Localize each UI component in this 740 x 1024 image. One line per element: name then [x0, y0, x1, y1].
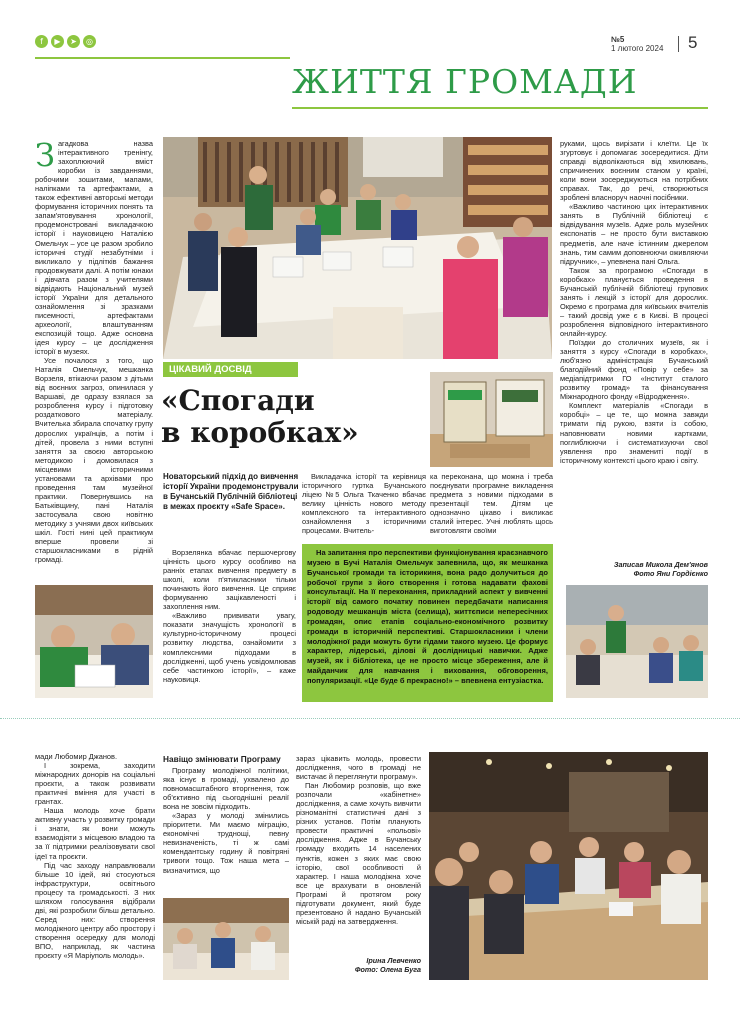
article2-paragraph: мади Любомир Джанов.	[35, 752, 118, 761]
header-rule-left	[35, 57, 290, 59]
highlight-text: На запитання про перспективи функціонування краєзнавчого музею в Бучі Наталія Омельчук запевнила, що, як мешканка Бучанської громади та історикиня, вона радо долучиться до робочої групи з його створення і готова надавати фахові консультації. На її переконання, прикладний аспект у вивченні історії від самого початку повинен передбачати написання родоводу мешканців міста (селища), життєписи непересічних громадян, опис етапів соціально-економічного розвитку громади в історичній перспективі. Старшокласники і члени молодіжної ради можуть бути гідами такого музею. Це формує характер, лідерські, ділові й дослідницькі навички. Адже музей, як і бібліотека, це не просто місце збереження, але й майданчик для навчання і виховання, обговорення, популяризації. «Це буде б прекрасно!» – впевнена ентузіастка.	[307, 548, 548, 685]
article1-paragraph: Також за програмою «Спогади в коробках» планується проведення в Бучанській публічній бібліотеці групових занять і лекцій з історії для дорослих. Окремо є програма для київських вчителів – такий досвід уже є в Києві. В процесі розроблення відповідного інтерактивного онлайн-курсу.	[560, 265, 708, 338]
article1-paragraph: «Важливо частиною цих інтерактивних занять в Публічній бібліотеці є відвідування музеїв. Адже роль музейних експонатів – не просто бути виставкою предметів, але наче істинним джерелом знань, тим самим доповнюючи оживляючи підручник», – упевнена пані Ольга.	[560, 202, 708, 266]
article2-paragraph: Під час заходу направлювали більше 10 ідей, які стосуються інфраструктури, освітнього процесу та громадськості. З них шляхом голосування відібрали дві, які розробили більш детально. Серед них: створення молодіжного центру або простору і створення осередку для молоді ВПО, наприклад, як частина проєкту «Я Маріуполь молодь».	[35, 860, 155, 961]
section-title: ЖИТТЯ ГРОМАДИ	[292, 62, 638, 101]
rubric-label: ЦІКАВИЙ ДОСВІД	[163, 362, 298, 377]
article1-paragraph: руками, щось вирізати і клеїти. Це їх згуртовує і допомагає зосередитися. Діти справді відволікаються від хвилювань, спричинених воєнним станом у країні, коли вони зосереджуються на потрібних справах. Так, до речі, створюються зроблені власноруч наочні посібники.	[560, 139, 708, 203]
article2-column-1	[35, 752, 155, 980]
youtube-icon[interactable]: ▶	[51, 35, 64, 48]
facebook-icon[interactable]: f	[35, 35, 48, 48]
header-rule-bottom	[292, 107, 708, 109]
headline-line-2: в коробках»	[161, 416, 359, 449]
article2-column-3	[296, 754, 421, 954]
lecture-photo	[566, 585, 708, 698]
issue-info	[611, 35, 663, 53]
header-divider	[678, 36, 679, 52]
headline-line-1: «Спогади	[161, 384, 315, 417]
article2-signature	[296, 956, 421, 974]
page-number: 5	[688, 33, 698, 52]
highlight-box	[302, 544, 553, 702]
issue-number: №5	[611, 35, 625, 44]
article1-headline	[161, 385, 359, 449]
article1-paragraph: Викладачка історії та керівниця історичного гуртка Бучанського ліцею №5 Ольга Ткаченко вбачає велику цінність нового методу комплексного та інтерактивного ознайомлення з історичними процесами. Вчитель-	[302, 472, 426, 536]
article1-paragraph: Поїздки до столичних музеїв, як і заняття з курсу «Спогади в коробках», люб'язно адміністрація Бучанський благодійний фонд «Повір у себе» за медіапідтримки ГО «Інститут сталого розвитку громад» та фінансування Міжнародного фонду «Відродження».	[560, 338, 708, 402]
article2-paragraph: І зокрема, заходити міжнародних донорів на соціальні проєкти, а також розвивати практичні вміння для участі в грантах.	[35, 761, 155, 807]
instagram-icon[interactable]: ◎	[83, 35, 96, 48]
article1-paragraph: Комплект матеріалів «Спогади в коробці» – це те, що можна завжди тримати під рукою, взяти із собою, наповнювати новими картками, поглиблюючи і систематизуючи свої уявлення про знамениті події в історичному контексті цього краю і світу.	[560, 401, 708, 465]
dropcap: З	[35, 139, 55, 174]
photo-credit: Фото: Олена Буга	[354, 965, 421, 974]
classroom-photo	[163, 137, 552, 359]
telegram-icon[interactable]: ➤	[67, 35, 80, 48]
article1-paragraph: Усе почалося з того, що Наталія Омельчук, мешканка Ворзеля, втікаючи разом з дітьми від воєнних загроз, опинилася у Варшаві, де одразу взялася за розроблення курсу і підготовку роздаткового матеріалу. Вчителька збирала спочатку групу дорослих українців, а потім і дітей, провела з ними вступні заняття за своєю авторською методикою і домовилася з місцевими історичними установами та архівами про проведення там музейної практики. Повернувшись на Батьківщину, пані Наталія застосувала свою новітню методику з учнями двох київських шкіл. Гості нині цей практикум вперше провели зі старшокласниками в рідній громаді.	[35, 356, 153, 565]
article1-signature	[560, 560, 708, 578]
article1-column-1	[35, 139, 153, 581]
photo-credit: Фото Яни Гордієнко	[633, 569, 708, 578]
article1-column-2	[163, 548, 296, 698]
memory-box-photo	[430, 372, 553, 467]
article1-paragraph: Ворзелянка вбачає першочергову цінність цього курсу особливо на ранніх етапах вивчення предмету в школі, коли п'ятикласники тільки починають його вивчення. Це сприяє формуванню зацікавленості і захоплення ним.	[163, 548, 296, 612]
article2-subhead: Навіщо змінювати Програму	[163, 754, 281, 764]
article1-paragraph: агадкова назва інтерактивного тренінгу, захоплюючий вміст коробки із завданнями, робочими зошитами, мапами, наліпками та артефактами, а також ефективні авторські методи формування історичних понять та запам'ятовування хронології, продемонстровані викладачкою історії і науковицею Наталією Омельчук – усе це разом зробило історичні студії незабутніми і викликало у підлітків бажання продовжувати далі. А потім юнаки і дівчата разом з учителями відвідають Національний музей історії України для детального ознайомлення зі зразками писемності, артефактами археології, влаштуванням експозицій тощо. Адже основна ідея курсу – це дослідження історії в музеях.	[35, 139, 153, 357]
author-credit: Ірина Левченко	[366, 956, 421, 965]
youth-meeting-photo	[163, 898, 289, 980]
article2-paragraph: Наша молодь хоче брати активну участь у розвитку громади і знати, як вони можуть взаємодіяти з місцевою владою та за її підтримки реалізовувати свої ідеї та проєкти.	[35, 806, 155, 861]
students-writing-photo	[35, 585, 153, 698]
article2-column-2	[163, 754, 289, 894]
article1-column-5	[560, 139, 708, 564]
article1-paragraph: «Важливо прививати увагу, показати значущість хронології в культурно-історичному процесі розвитку людства, ознайомити з комплексними підходами в дослідженні, щоб учень усвідомлював себе частинкою історії», – каже науковиця.	[163, 611, 296, 684]
article2-paragraph: «Зараз у молоді змінились пріоритети. Ми маємо міграцію, економічні труднощі, певну невизначеність, ті ж самі комендантську годину й повітряні тривоги тощо. Тож наша мета – визначитися, що	[163, 811, 289, 875]
article-separator	[0, 718, 740, 719]
article2-paragraph: Пан Любомир розповів, що вже розпочали «кабінетне» дослідження, а саме хочуть вивчити різноманітні статистичні дані з різних установ. Потім планують провести практичні «польові» дослідження. Адже в Бучанську громаду входить 14 населених пунктів, кожен з яких має свою історію, свої особливості й характер. І наша молодіжна хоче все це врахувати в оновленій Програмі й протягом року підготувати документ, який буде презентовано й надано Бучанській міській раді на затвердження.	[296, 781, 421, 926]
issue-date: 1 лютого 2024	[611, 44, 664, 53]
author-credit: Записав Микола Дем'янов	[613, 560, 708, 569]
article2-paragraph: Програму молодіжної політики, яка існує в громаді, ухвалено до повномасштабного вторгнення, тож об'єктивно під сьогоднішні реалії вона не зовсім підходить.	[163, 766, 289, 812]
article1-column-3	[302, 472, 426, 538]
article1-paragraph: ка переконана, що можна і треба поєднувати програмне викладення предмета з новими підходами в презентації тем. Дітям це однозначно цікаво і викликає сталий інтерес. Учні люблять щось виготовляти своїми	[430, 472, 553, 536]
article1-column-4	[430, 472, 553, 538]
article2-paragraph: зараз цікавить молодь, провести дослідження, чого в громаді не вистачає й переглянути програму».	[296, 754, 421, 782]
article1-lead: Новаторський підхід до вивчення історії України продемонстрували в Бучанській Публічній бібліотеці в межах проєкту «Safe Space».	[163, 472, 299, 511]
youth-council-photo	[429, 752, 708, 980]
